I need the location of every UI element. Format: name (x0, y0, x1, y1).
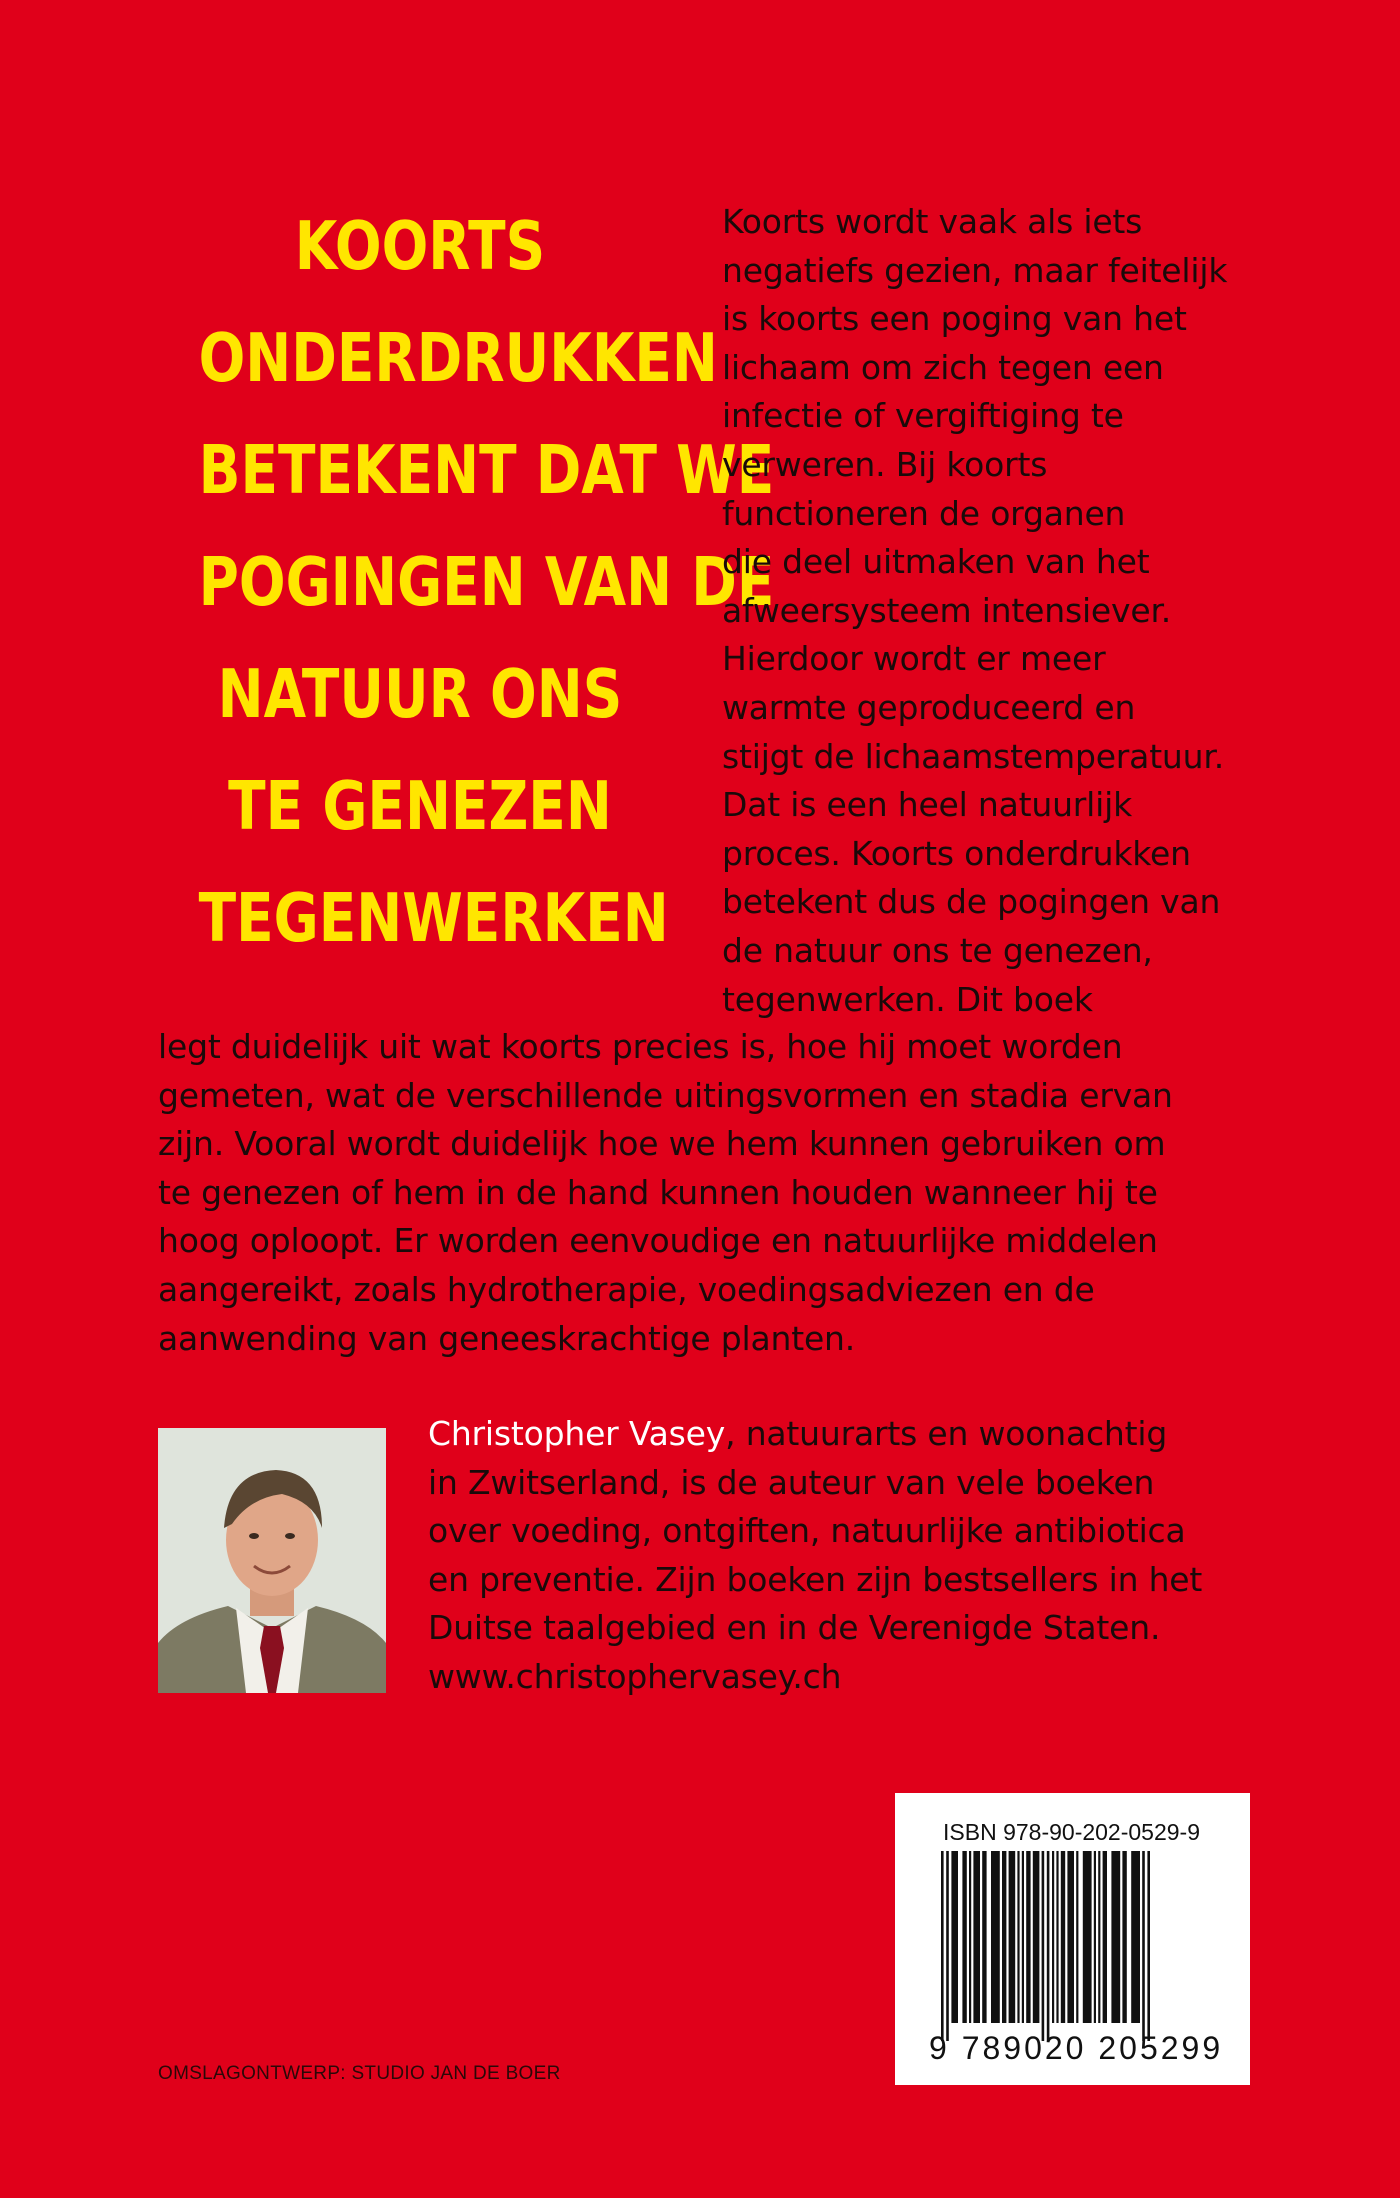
author-photo (158, 1428, 386, 1693)
blurb-line: Koorts wordt vaak als iets (722, 202, 1143, 241)
barcode-bar (1017, 1851, 1019, 2023)
headline-line: KOORTS (294, 207, 546, 285)
barcode-bar (973, 1851, 980, 2023)
barcode-bar (1009, 1851, 1016, 2023)
cover-design-credit: OMSLAGONTWERP: STUDIO JAN DE BOER (158, 2063, 561, 2084)
barcode-bar (1076, 1851, 1078, 2023)
blurb-line: hoog oploopt. Er worden eenvoudige en natuurlijke middelen (158, 1221, 1158, 1261)
headline-line: ONDERDRUKKEN (198, 319, 718, 397)
barcode-digits: 9 789020 205299 (929, 2030, 1224, 2066)
blurb-continuation (158, 1023, 1173, 1363)
blurb-line: functioneren de organen (722, 493, 1126, 533)
headline-line: BETEKENT DAT WE (198, 431, 775, 509)
barcode-bar (1067, 1851, 1074, 2023)
blurb-line: is koorts een poging van het (722, 299, 1187, 339)
barcode-bar (1103, 1851, 1107, 2023)
barcode-bar (1002, 1851, 1006, 2023)
barcode-bar (1052, 1851, 1054, 2023)
barcode-bar (1026, 1851, 1030, 2023)
barcode-bar (1094, 1851, 1096, 2023)
blurb-line: warmte geproduceerd en (722, 687, 1136, 727)
barcode-bar (1111, 1851, 1120, 2023)
barcode-guard-bar (1142, 1851, 1145, 2041)
barcode-bar (962, 1851, 966, 2023)
author-name: Christopher Vasey (428, 1414, 726, 1453)
barcode-bar (1061, 1851, 1065, 2023)
barcode-bar (1033, 1851, 1040, 2023)
blurb-line: aanwending van geneeskrachtige planten. (158, 1318, 856, 1358)
blurb-line: aangereikt, zoals hydrotherapie, voedingsadviezen en de (158, 1269, 1095, 1309)
bio-line: in Zwitserland, is de auteur van vele boeken (428, 1462, 1155, 1502)
bio-line: Duitse taalgebied en in de Verenigde Staten. (428, 1608, 1161, 1648)
headline-line: TE GENEZEN (228, 767, 612, 845)
barcode-guard-bar (1042, 1851, 1045, 2041)
blurb-line: afweersysteem intensiever. (722, 590, 1172, 630)
blurb-line: negatiefs gezien, maar feitelijk (722, 250, 1228, 290)
barcode-bar (1122, 1851, 1126, 2023)
headline-line: TEGENWERKEN (198, 879, 669, 957)
barcode-bar (1056, 1851, 1058, 2023)
headline (198, 190, 775, 974)
blurb-line: proces. Koorts onderdrukken (722, 833, 1191, 873)
barcode-bar (991, 1851, 1000, 2023)
headline-line: NATUUR ONS (217, 655, 623, 733)
blurb-intro (722, 198, 1227, 1024)
author-portrait-image (158, 1428, 386, 1693)
blurb-line: gemeten, wat de verschillende uitingsvormen en stadia ervan (158, 1075, 1173, 1115)
barcode-image (935, 1851, 1225, 2041)
blurb-line: de natuur ons te genezen, (722, 930, 1153, 970)
bio-first-line (428, 1410, 1202, 1459)
barcode-guard-bar (941, 1851, 944, 2041)
bio-line: en preventie. Zijn boeken zijn bestsellers in het (428, 1559, 1203, 1599)
blurb-line: infectie of vergiftiging te (722, 396, 1124, 436)
bio-line: over voeding, ontgiften, natuurlijke antibiotica (428, 1511, 1186, 1551)
blurb-line: legt duidelijk uit wat koorts precies is, hoe hij moet worden (158, 1027, 1123, 1066)
bio-line: , natuurarts en woonachtig (725, 1414, 1168, 1453)
barcode-bar (982, 1851, 986, 2023)
blurb-line: zijn. Vooral wordt duidelijk hoe we hem kunnen gebruiken om (158, 1124, 1166, 1164)
blurb-line: lichaam om zich tegen een (722, 347, 1164, 387)
author-website: www.christophervasey.ch (428, 1656, 842, 1696)
isbn-label: ISBN 978-90-202-0529-9 (943, 1819, 1200, 1845)
blurb-line: tegenwerken. Dit boek (722, 979, 1093, 1019)
barcode-bar (1022, 1851, 1024, 2023)
barcode-bar (1098, 1851, 1100, 2023)
blurb-line: die deel uitmaken van het (722, 542, 1150, 582)
barcode-bar (1083, 1851, 1092, 2023)
headline-line: POGINGEN VAN DE (198, 543, 775, 621)
blurb-line: stijgt de lichaamstemperatuur. (722, 736, 1224, 776)
barcode-bar (1131, 1851, 1140, 2023)
blurb-line: Hierdoor wordt er meer (722, 639, 1106, 679)
barcode-panel (895, 1793, 1250, 2085)
blurb-line: Dat is een heel natuurlijk (722, 785, 1132, 825)
author-bio (428, 1410, 1202, 1702)
blurb-line: te genezen of hem in de hand kunnen houden wanneer hij te (158, 1172, 1158, 1212)
barcode-bar (951, 1851, 958, 2023)
barcode-guard-bar (1147, 1851, 1150, 2041)
blurb-line: betekent dus de pogingen van (722, 882, 1221, 922)
blurb-line: verweren. Bij koorts (722, 444, 1048, 484)
barcode-guard-bar (946, 1851, 949, 2041)
barcode-bar (969, 1851, 971, 2023)
barcode-guard-bar (1047, 1851, 1050, 2041)
